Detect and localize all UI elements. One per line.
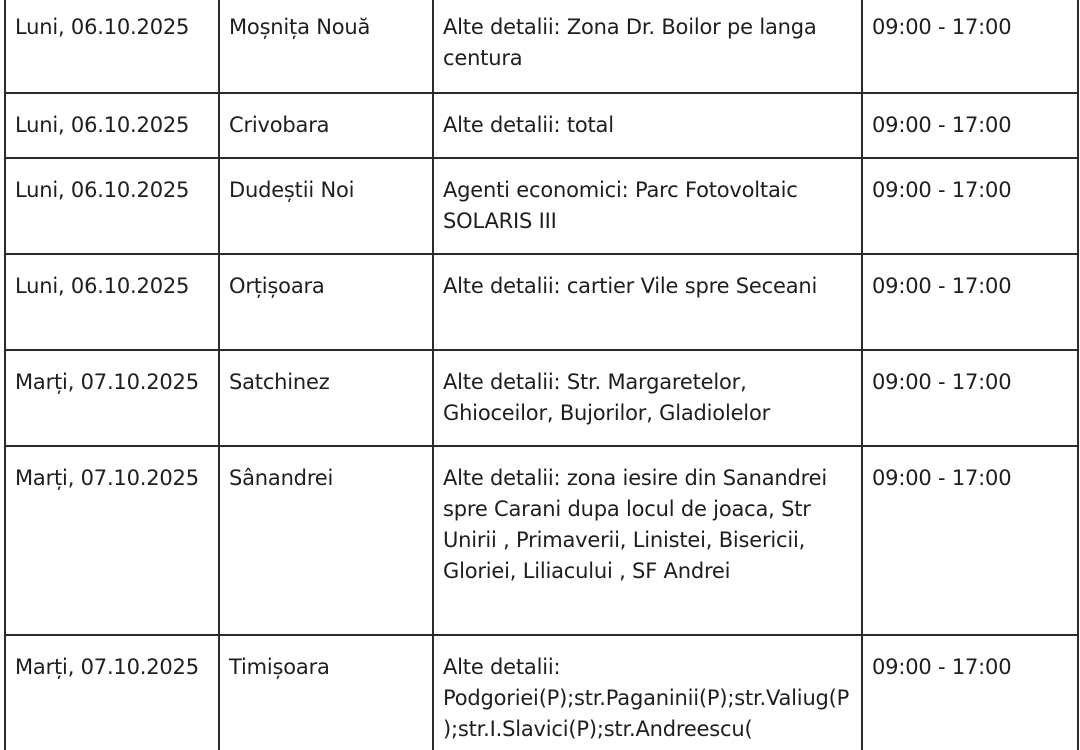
location-cell: Orțișoara <box>219 254 433 350</box>
details-cell: Agenti economici: Parc Fotovoltaic SOLARIS III <box>433 158 862 254</box>
details-cell: Alte detalii: Podgoriei(P);str.Paganinii(P);str.Valiug(P);str.I.Slavici(P);str.Andreescu( <box>433 635 862 750</box>
details-cell: Alte detalii: zona iesire din Sanandrei spre Carani dupa locul de joaca, Str Unirii , Primaverii, Linistei, Bisericii, Gloriei, Liliacului , SF Andrei <box>433 446 862 635</box>
table-row <box>5 158 1078 254</box>
details-cell: Alte detalii: cartier Vile spre Seceani <box>433 254 862 350</box>
table-row <box>5 350 1078 446</box>
table-row <box>5 446 1078 635</box>
location-cell: Timișoara <box>219 635 433 750</box>
date-cell: Marți, 07.10.2025 <box>5 350 219 446</box>
date-cell: Marți, 07.10.2025 <box>5 635 219 750</box>
table-row <box>5 0 1078 93</box>
time-cell: 09:00 - 17:00 <box>862 350 1078 446</box>
date-cell: Luni, 06.10.2025 <box>5 158 219 254</box>
time-cell: 09:00 - 17:00 <box>862 254 1078 350</box>
details-cell: Alte detalii: Zona Dr. Boilor pe langa centura <box>433 0 862 93</box>
time-cell: 09:00 - 17:00 <box>862 446 1078 635</box>
time-cell: 09:00 - 17:00 <box>862 158 1078 254</box>
date-cell: Luni, 06.10.2025 <box>5 93 219 158</box>
location-cell: Dudeștii Noi <box>219 158 433 254</box>
power-outage-table <box>4 0 1079 750</box>
details-cell: Alte detalii: Str. Margaretelor, Ghioceilor, Bujorilor, Gladiolelor <box>433 350 862 446</box>
date-cell: Luni, 06.10.2025 <box>5 0 219 93</box>
time-cell: 09:00 - 17:00 <box>862 635 1078 750</box>
date-cell: Marți, 07.10.2025 <box>5 446 219 635</box>
details-cell: Alte detalii: total <box>433 93 862 158</box>
location-cell: Sânandrei <box>219 446 433 635</box>
location-cell: Crivobara <box>219 93 433 158</box>
location-cell: Moșnița Nouă <box>219 0 433 93</box>
location-cell: Satchinez <box>219 350 433 446</box>
table-row <box>5 93 1078 158</box>
table-row <box>5 254 1078 350</box>
time-cell: 09:00 - 17:00 <box>862 0 1078 93</box>
time-cell: 09:00 - 17:00 <box>862 93 1078 158</box>
date-cell: Luni, 06.10.2025 <box>5 254 219 350</box>
table-row <box>5 635 1078 750</box>
